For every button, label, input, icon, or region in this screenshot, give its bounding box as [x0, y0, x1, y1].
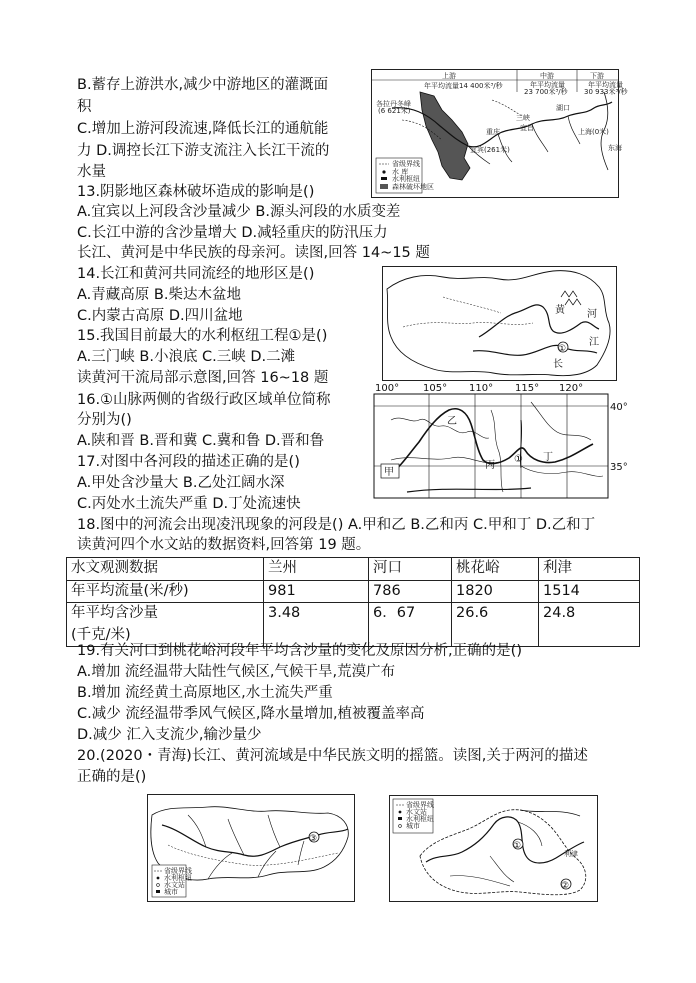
flow-upper-label: 年平均流量14 400米³/秒 [424, 82, 503, 90]
q12-option-c-line1: C.增加上游河段流速,降低长江的通航能 [77, 121, 329, 137]
hukou-label: 湖口 [556, 104, 570, 112]
yellow-river-main [426, 817, 584, 863]
table-cell: 786 [369, 580, 452, 603]
huang-label: 黄 [555, 305, 565, 316]
legend-item: 水文站 [164, 881, 185, 889]
q17-options-ab: A.甲处含沙量大 B.乙处江阔水深 [77, 475, 285, 491]
table-cell: 3.48 [264, 603, 369, 647]
flow-lower-label2: 30 933米³/秒 [584, 88, 628, 96]
mountain-marker-1: ① [514, 454, 523, 465]
row-label-line1: 年平均含沙量 [71, 605, 158, 621]
deforestation-region [420, 92, 470, 180]
intro-19: 读黄河四个水文站的数据资料,回答第 19 题。 [77, 537, 371, 553]
legend-item: 森林破坏地区 [392, 183, 434, 191]
flow-middle-label2: 23 700米³/秒 [524, 88, 568, 96]
q12-option-b-line2: 积 [77, 99, 92, 115]
yangtze-basin-map [147, 794, 355, 902]
q14-options-ab: A.青藏高原 B.柴达木盆地 [77, 287, 241, 303]
table-cell: 26.6 [452, 603, 539, 647]
q19-option-a: A.增加 流经温带大陆性气候区,气候干旱,荒漠广布 [77, 664, 396, 680]
legend-item: 水利枢纽 [164, 874, 192, 882]
row-label-line2: (千克/米) [71, 626, 131, 643]
table-cell: 6．67 [369, 603, 452, 647]
q14-stem: 14.长江和黄河共同流经的地形区是() [77, 266, 315, 282]
table-header-cell: 桃花峪 [452, 558, 539, 581]
yellow-river-section-map [371, 380, 633, 502]
q17-stem: 17.对图中各河段的描述正确的是() [77, 454, 300, 470]
middle-reach-label: 中游 [540, 72, 554, 80]
q15-options: A.三门峡 B.小浪底 C.三峡 D.二滩 [77, 349, 296, 365]
yangtze-river-2 [473, 345, 597, 355]
yellow-river [479, 305, 599, 337]
table-header-cell: 水文观测数据 [67, 558, 264, 581]
section-ding: 丁 [543, 452, 553, 463]
q19-option-c: C.减少 流经温带季风气候区,降水量增加,植被覆盖率高 [77, 706, 425, 722]
lon-label: 105° [423, 383, 448, 394]
lon-label: 115° [515, 383, 540, 394]
table-header-cell: 兰州 [264, 558, 369, 581]
table-cell: 1820 [452, 580, 539, 603]
q19-option-b: B.增加 流经黄土高原地区,水土流失严重 [77, 685, 333, 701]
chongqing-label: 重庆 [486, 128, 500, 136]
yangtze-map [371, 69, 628, 198]
legend-item: 省级界线 [406, 801, 434, 809]
legend-item: 水利枢纽 [392, 175, 420, 183]
dam-marker-1: ① [558, 344, 567, 354]
section-yi: 乙 [447, 416, 457, 427]
q20-stem-line2: 正确的是() [77, 769, 147, 785]
lat-label-40: 40° [610, 402, 628, 413]
table-header-cell: 河口 [369, 558, 452, 581]
dam-marker-3: ③ [309, 834, 318, 844]
legend-item: 城市 [406, 822, 420, 830]
q12-option-c-line3: 水量 [77, 164, 106, 180]
q13-options-cd: C.长江中游的含沙量增大 D.减轻重庆的防汛压力 [77, 225, 388, 241]
lon-label: 120° [559, 383, 584, 394]
q13-options-ab: A.宜宾以上河段含沙量减少 B.源头河段的水质变差 [77, 204, 401, 220]
legend-item: 省级界线 [164, 867, 192, 875]
q16-stem-line2: 分别为() [77, 412, 132, 428]
peak-label1: 各拉丹冬峰 [376, 100, 411, 108]
sea-label: 东海 [608, 144, 622, 152]
q17-options-cd: C.丙处水土流失严重 D.丁处流速快 [77, 496, 301, 512]
q16-stem-line1: 16.①山脉两侧的省级行政区域单位简称 [77, 392, 331, 408]
yangtze-main [162, 825, 348, 856]
lat-label-35: 35° [610, 462, 628, 473]
legend-item: 水文站 [406, 808, 427, 816]
q20-stem-line1: 20.(2020・青海)长江、黄河流域是中华民族文明的摇篮。读图,关于两河的描述 [77, 748, 588, 764]
upper-reach-label: 上游 [442, 72, 456, 80]
q15-stem: 15.我国目前最大的水利枢纽工程①是() [77, 328, 328, 344]
table-cell: 24.8 [539, 603, 640, 647]
lijin-label: 利津 [564, 850, 578, 858]
table-row [67, 580, 640, 603]
table-cell: 年平均流量(米/秒) [67, 580, 264, 603]
flow-lower-label1: 年平均流量 [588, 81, 623, 89]
legend-item: 省级界线 [392, 160, 420, 168]
yichang-label: 宜昌 [520, 124, 534, 132]
jiang-label: 江 [589, 337, 599, 348]
sanxia-label: 三峡 [516, 114, 530, 122]
intro-14-15: 长江、黄河是中华民族的母亲河。读图,回答 14~15 题 [77, 245, 430, 261]
q12-option-b-line1: B.蓄存上游洪水,减少中游地区的灌溉面 [77, 77, 329, 93]
q16-options: A.陕和晋 B.晋和冀 C.冀和鲁 D.晋和鲁 [77, 433, 325, 449]
rivers-overview-map [382, 266, 617, 381]
q14-options-cd: C.内蒙古高原 D.四川盆地 [77, 308, 243, 324]
shanghai-label: 上海(0米) [578, 128, 609, 136]
intro-16-18: 读黄河干流局部示意图,回答 16~18 题 [77, 370, 329, 386]
lon-label: 110° [469, 383, 494, 394]
table-row [67, 603, 640, 647]
q19-option-d: D.减少 汇入支流少,输沙量少 [77, 727, 262, 743]
section-bing: 丙 [485, 460, 495, 471]
lower-reach-label: 下游 [590, 72, 604, 80]
table-cell [67, 603, 264, 647]
dam-marker-1: ① [513, 841, 522, 851]
flow-middle-label1: 年平均流量 [530, 81, 565, 89]
chang-label: 长 [553, 359, 563, 370]
legend-item: 水 库 [392, 168, 409, 176]
table-header-cell: 利津 [539, 558, 640, 581]
yibin-label: 宜宾(261米) [470, 146, 510, 154]
peak-label2: (6 621米) [378, 107, 411, 115]
table-cell: 1514 [539, 580, 640, 603]
legend-item: 城市 [164, 888, 178, 896]
q19-stem: 19.有关河口到桃花峪河段年平均含沙量的变化及原因分析,正确的是() [77, 643, 522, 659]
hydrology-table [66, 557, 640, 647]
table-cell: 981 [264, 580, 369, 603]
legend-item: 水利枢纽 [406, 815, 434, 823]
lon-label: 100° [375, 383, 400, 394]
q18-stem: 18.图中的河流会出现凌汛现象的河段是() A.甲和乙 B.乙和丙 C.甲和丁 D.乙和丁 [77, 517, 596, 533]
dam-marker-2: ② [561, 881, 570, 891]
yellow-river-basin-map [389, 795, 598, 902]
he-label: 河 [587, 309, 597, 320]
table-header-row [67, 558, 640, 581]
q13-stem: 13.阴影地区森林破坏造成的影响是() [77, 184, 315, 200]
section-jia: 甲 [384, 467, 394, 478]
q12-option-c-line2: 力 D.调控长江下游支流注入长江干流的 [77, 143, 330, 159]
